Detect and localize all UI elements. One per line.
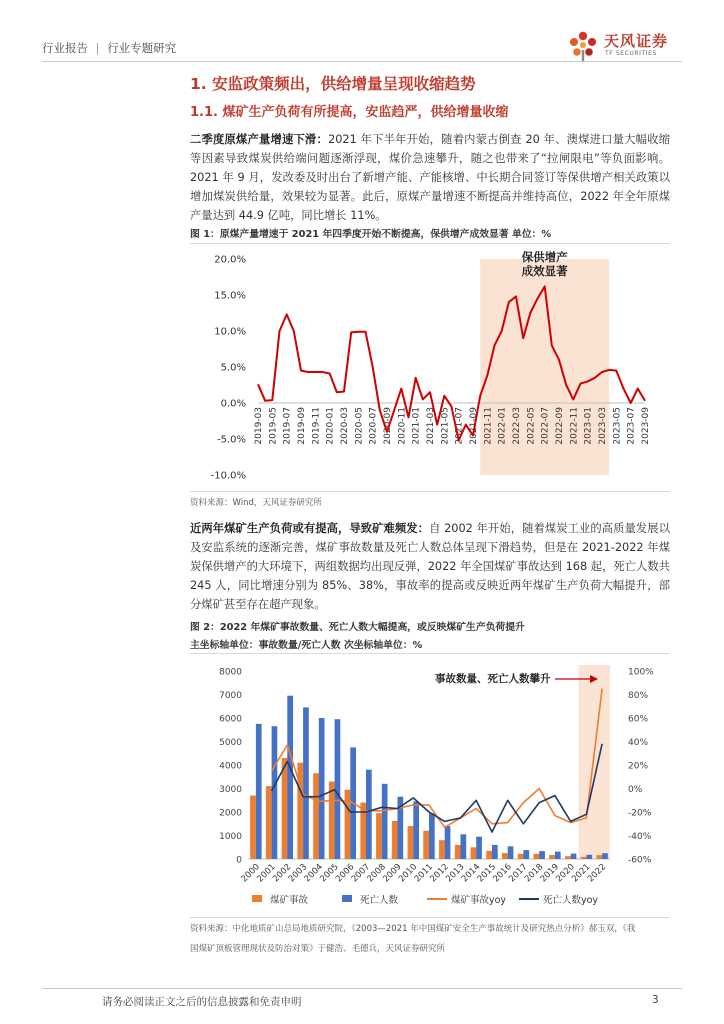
accident-bar	[534, 854, 540, 859]
accident-bar	[282, 758, 288, 859]
death-bar	[539, 851, 545, 859]
accident-bar	[439, 840, 445, 859]
x-tick-label: 2008	[365, 862, 388, 885]
y2-tick-label: 0%	[628, 785, 643, 795]
x-tick-label: 2023-03	[598, 407, 608, 445]
death-bar	[413, 801, 419, 859]
death-bar	[492, 845, 498, 859]
disclaimer-notice: 请务必阅读正文之后的信息披露和免责申明	[102, 996, 302, 1008]
footer-rule	[42, 988, 682, 989]
figure1-title: 图 1：原煤产量增速于 2021 年四季度开始不断提高，保供增产成效显著 单位：%	[190, 229, 552, 240]
x-tick-label: 2003	[286, 862, 310, 885]
accident-bar	[471, 847, 477, 859]
paragraph-body: 2021 年下半年开始，随着内蒙古倒查 20 年、澳煤进口量大幅收缩等因素导致煤炭供给端问题逐渐浮现，煤价急速攀升，随之也带来了“拉闸限电”等负面影响。2021 年 9 月，发改委及时出台了新增产能、产能核增、中长期合同签订等保供增产相关政策以增加煤炭供给量，效果较为显著。此后，原煤产量增速不断提高并维持高位，2022 年全年原煤产量达到 44.9 亿吨，同比增长 11%。	[190, 133, 670, 222]
report-header	[42, 40, 176, 56]
accident-bar	[376, 813, 382, 859]
header-rule	[42, 61, 682, 62]
report-subtype: 行业专题研究	[107, 41, 177, 55]
x-tick-label: 2010	[397, 862, 420, 885]
accident-bar	[313, 773, 319, 859]
y2-tick-label: 80%	[628, 691, 649, 701]
death-bar	[303, 707, 309, 859]
y2-tick-label: -60%	[628, 855, 652, 866]
y2-tick-label: -40%	[628, 832, 652, 842]
y2-tick-label: 100%	[628, 667, 654, 678]
x-tick-label: 2000	[239, 862, 262, 885]
logo-english-name: TF SECURITIES	[605, 50, 657, 57]
death-bar	[335, 719, 341, 859]
x-tick-label: 2018	[522, 862, 546, 885]
x-tick-label: 2022-05	[526, 407, 537, 445]
figure1-source: 资料来源：Wind，天风证券研究所	[190, 498, 322, 508]
y-tick-label: 20.0%	[214, 254, 246, 266]
legend-label: 煤矿事故	[270, 895, 309, 906]
production-growth-chart	[190, 247, 670, 487]
company-logo	[566, 28, 696, 64]
x-tick-label: 2011	[412, 862, 436, 885]
x-tick-label: 2001	[255, 862, 278, 885]
death-bar	[256, 724, 262, 859]
x-tick-label: 2019-07	[282, 407, 293, 445]
x-tick-label: 2023-09	[641, 407, 651, 445]
accident-chart	[190, 657, 670, 913]
x-tick-label: 2022-01	[497, 407, 508, 445]
y2-tick-label: 40%	[628, 738, 649, 748]
death-bar	[508, 846, 514, 859]
subsection-heading: 1.1. 煤矿生产负荷有所提高，安监趋严，供给增量收缩	[190, 105, 509, 120]
legend-label: 死亡人数	[360, 895, 399, 906]
x-tick-label: 2014	[459, 862, 483, 885]
y-tick-label: 2000	[219, 808, 242, 819]
figure1-top-rule	[190, 243, 670, 244]
death-bar	[586, 855, 592, 859]
accident-bar	[408, 826, 414, 859]
figure2-source-line1: 资料来源：中化地质矿山总局地质研究院，《2003—2021 年中国煤矿安全生产事故统计及研究热点分析》郝玉双，《我	[190, 924, 636, 934]
accident-bar	[455, 845, 461, 859]
x-tick-label: 2006	[334, 862, 357, 885]
x-tick-label: 2022-09	[555, 407, 565, 445]
annotation-label: 成效显著	[521, 264, 568, 278]
x-tick-label: 2022-11	[569, 407, 580, 445]
x-tick-label: 2021-05	[440, 407, 451, 445]
x-tick-label: 2021	[570, 862, 593, 885]
death-bar	[319, 718, 325, 859]
x-tick-label: 2021-07	[454, 407, 465, 445]
figure2-top-rule	[190, 653, 670, 654]
x-tick-label: 2023-05	[612, 407, 623, 445]
death-bar	[523, 850, 529, 859]
accident-bar	[392, 821, 398, 859]
section-heading: 1. 安监政策频出，供给增量呈现收缩趋势	[190, 75, 476, 93]
x-tick-label: 2020-03	[340, 407, 350, 445]
x-tick-label: 2016	[491, 862, 514, 885]
y-tick-label: 10.0%	[214, 326, 246, 338]
x-tick-label: 2020	[554, 862, 577, 885]
x-tick-label: 2022	[585, 862, 609, 885]
legend-swatch	[342, 895, 352, 902]
x-tick-label: 2012	[428, 862, 451, 885]
accident-bar	[329, 782, 335, 860]
x-tick-label: 2019-09	[297, 407, 307, 445]
death-bar	[555, 852, 561, 859]
y-tick-label: 5.0%	[220, 362, 246, 374]
paragraph-body: 自 2002 年开始，随着煤炭工业的高质量发展以及安监系统的逐渐完善，煤矿事故数量及死亡人数总体呈现下滑趋势，但是在 2021-2022 年煤炭保供增产的大环境下，两组数据均出现反弹，2022 年全国煤矿事故达到 168 起，死亡人数共 245 人，同比增速分别为 85%、38%，事故率的提高或反映近两年煤矿生产负荷大幅提升，部分煤矿甚至存在超产现象。	[190, 522, 670, 611]
y-tick-label: 4000	[219, 761, 242, 772]
x-tick-label: 2021-03	[426, 407, 436, 445]
death-bar	[476, 837, 482, 859]
legend-label: 煤矿事故yoy	[451, 895, 507, 906]
death-bar	[571, 854, 577, 859]
x-tick-label: 2020-01	[325, 407, 336, 445]
annotation-label: 事故数量、死亡人数攀升	[435, 673, 551, 685]
y-tick-label: 8000	[219, 667, 242, 678]
x-tick-label: 2021-01	[411, 407, 422, 445]
paragraph-production	[190, 130, 670, 225]
y-tick-label: 6000	[219, 714, 242, 725]
highlight-band	[579, 665, 610, 859]
annotation-label: 保供增产	[521, 250, 568, 264]
accident-bar	[266, 786, 272, 859]
x-tick-label: 2019	[538, 862, 562, 885]
accident-bar	[549, 855, 555, 859]
paragraph-lead: 近两年煤矿生产负荷或有提高，导致矿难频发：	[190, 522, 430, 535]
header-divider: |	[95, 41, 100, 55]
x-tick-label: 2019-11	[311, 407, 322, 445]
legend-label: 死亡人数yoy	[543, 895, 599, 906]
x-tick-label: 2019-05	[268, 407, 279, 445]
x-tick-label: 2020-07	[368, 407, 379, 445]
figure2-subtitle: 主坐标轴单位：事故数量/死亡人数 次坐标轴单位：%	[190, 640, 423, 651]
accident-bar	[250, 796, 256, 859]
y-tick-label: -5.0%	[216, 434, 246, 446]
x-tick-label: 2005	[318, 862, 341, 885]
x-tick-label: 2021-09	[469, 407, 479, 445]
page-number: 3	[652, 994, 659, 1006]
accident-bar	[597, 855, 603, 859]
y2-tick-label: 60%	[628, 714, 649, 725]
death-bar	[272, 726, 278, 859]
y2-tick-label: 20%	[628, 761, 649, 772]
accident-bar	[518, 854, 524, 859]
y-tick-label: 15.0%	[214, 290, 246, 302]
x-tick-label: 2020-05	[354, 407, 365, 445]
accident-bar	[423, 831, 429, 859]
report-type: 行业报告	[42, 41, 88, 55]
y-tick-label: 3000	[219, 785, 242, 795]
x-tick-label: 2022-03	[512, 407, 522, 445]
x-tick-label: 2020-11	[397, 407, 408, 445]
legend-swatch	[252, 895, 262, 902]
logo-chinese-name: 天风证券	[604, 32, 669, 50]
death-bar	[429, 813, 435, 859]
figure2-title: 图 2：2022 年煤矿事故数量、死亡人数大幅提高，或反映煤矿生产负荷提升	[190, 622, 525, 633]
death-bar	[366, 770, 372, 859]
y-tick-label: 1000	[219, 832, 242, 842]
death-bar	[461, 834, 467, 859]
flower-logo-icon	[566, 30, 600, 62]
y-tick-label: 0.0%	[220, 398, 246, 410]
accident-bar	[581, 857, 587, 859]
x-tick-label: 2017	[507, 862, 530, 885]
x-tick-label: 2002	[271, 862, 294, 885]
y-tick-label: 7000	[219, 691, 242, 701]
paragraph-lead: 二季度原煤产量增速下滑：	[190, 133, 329, 146]
y2-tick-label: -20%	[628, 808, 652, 819]
accident-bar	[345, 790, 351, 859]
accident-bar	[502, 853, 508, 859]
figure2-source-line2: 国煤矿顶板管理现状及防治对策》于健浩、毛德兵，天风证券研究所	[190, 944, 446, 954]
x-tick-label: 2004	[302, 862, 325, 885]
x-tick-label: 2021-11	[483, 407, 494, 445]
accident-bar	[565, 856, 571, 859]
accident-bar	[486, 851, 492, 859]
x-tick-label: 2022-07	[540, 407, 551, 445]
y-tick-label: 0	[236, 855, 242, 866]
death-bar	[287, 696, 293, 859]
x-tick-label: 2019-03	[254, 407, 264, 445]
x-tick-label: 2013	[444, 862, 467, 885]
x-tick-label: 2007	[349, 862, 373, 885]
y-tick-label: -10.0%	[210, 470, 246, 482]
x-tick-label: 2023-01	[583, 407, 594, 445]
death-bar	[382, 784, 388, 859]
paragraph-accidents	[190, 519, 670, 614]
x-tick-label: 2015	[475, 862, 499, 885]
x-tick-label: 2023-07	[626, 407, 637, 445]
x-tick-label: 2009	[381, 862, 404, 885]
y-tick-label: 5000	[219, 738, 242, 748]
death-bar	[602, 853, 608, 859]
death-bar	[445, 826, 451, 859]
figure1-bottom-rule	[190, 491, 670, 492]
figure2-bottom-rule	[190, 917, 670, 918]
x-tick-label: 2020-09	[383, 407, 393, 445]
